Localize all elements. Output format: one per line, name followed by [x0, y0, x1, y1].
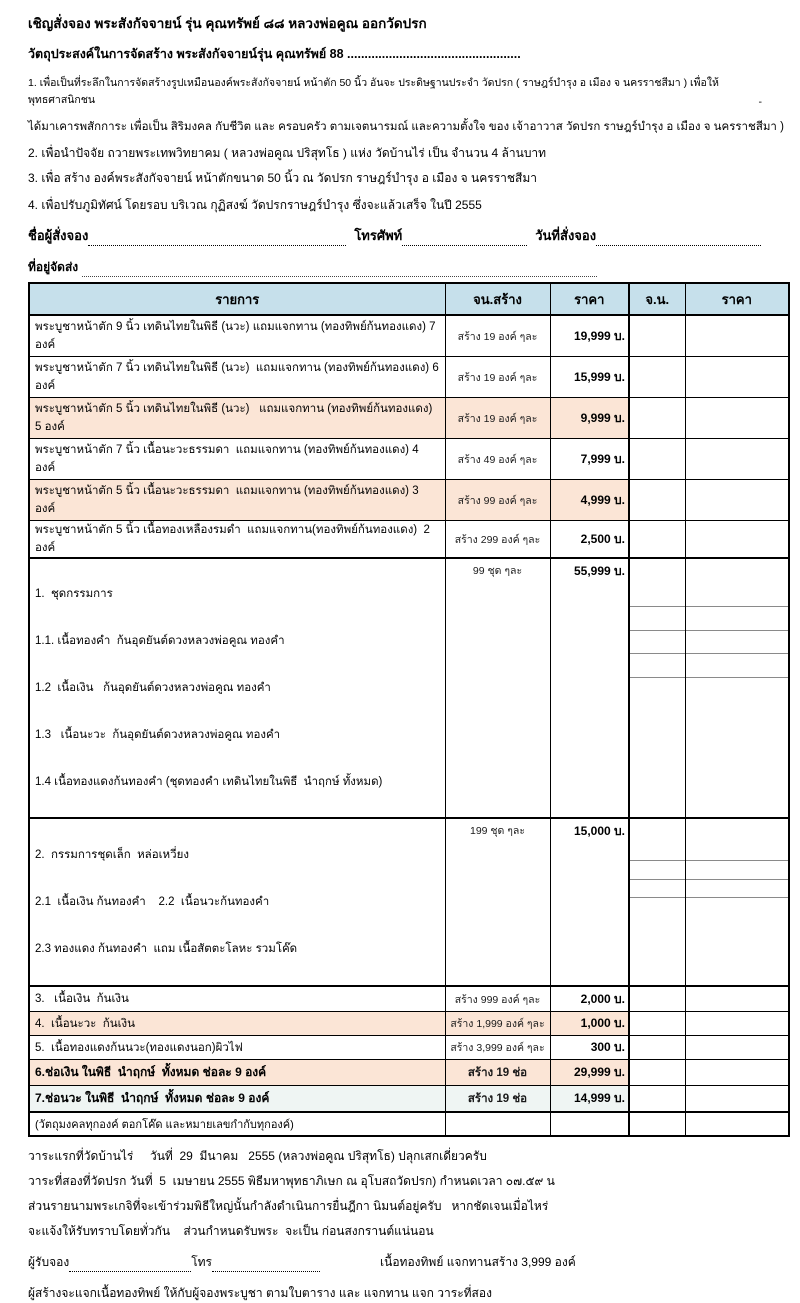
table-row: พระบูชาหน้าตัก 7 นิ้ว เทดินไทยในพิธี (นวะ) แถมแจกทาน (ทองทิพย์ก้นทองแดง) 6 องค์ สร้าง 19 องค์ ๆละ 15,999 บ.: [29, 357, 789, 398]
footer-note: ผู้สร้างจะแจกเนื้อทองทิพย์ ให้กับผู้จองพระบูชา ตามใบตาราง และ แจกทาน แจก วาระที่สอง: [28, 1285, 492, 1300]
shipping-address-line: [28, 258, 790, 277]
block-line: 2.3 ทองแดง ก้นทองคำ แถม เนื้อสัตตะโลหะ รวมโค๊ด: [35, 943, 298, 956]
table-row: พระบูชาหน้าตัก 5 นิ้ว เนื้อทองเหลืองรมดำ แถมแจกทาน(ทองทิพย์ก้นทองแดง) 2 องค์ สร้าง 299 องค์ ๆละ 2,500 บ.: [29, 521, 789, 559]
objective-3: 3. เพื่อ สร้าง องค์พระสังกัจจายน์ หน้าตักขนาด 50 นิ้ว ณ วัดปรก ราษฎร์บำรุง อ เมือง จ นครราชสีมา: [28, 171, 537, 185]
committee-set-block: 1. ชุดกรรมการ 1.1. เนื้อทองคำ ก้นอุดยันต์ดวงหลวงพ่อคูณ ทองคำ 1.2 เนื้อเงิน ก้นอุดยันต์ดวงหลวงพ่อคูณ ทองคำ 1.3 เนื้อนะวะ ก้นอุดยันต์ดวงหลวงพ่อคูณ ทองคำ 1.4 เนื้อทองแดงก้นทองคำ (ชุดทองคำ เทดินไทยในพิธี นำฤกษ์ ทั้งหมด) 99 ชุด ๆละ 55,999 บ.: [29, 558, 789, 818]
block-line: 1.1. เนื้อทองคำ ก้นอุดยันต์ดวงหลวงพ่อคูณ ทองคำ: [35, 635, 285, 648]
phone-label: โทรศัพท์: [354, 228, 403, 243]
amount-blank-cell: [629, 315, 685, 357]
order-table: [28, 282, 790, 1137]
table-row: 5. เนื้อทองแดงก้นนวะ(ทองแดงนอก)ผิวไฟ สร้าง 3,999 องค์ ๆละ 300 บ.: [29, 1036, 789, 1060]
price-blank-cell: [685, 315, 789, 357]
amount-subcells: [629, 818, 685, 986]
block-line: 1.2 เนื้อเงิน ก้นอุดยันต์ดวงหลวงพ่อคูณ ทองคำ: [35, 681, 271, 694]
price-subcells: [685, 558, 789, 818]
orderer-line: [28, 225, 790, 246]
block-line: 2. กรรมการชุดเล็ก หล่อเหวี่ยง: [35, 848, 189, 861]
col-header-item: รายการ: [29, 283, 445, 315]
note-line: ส่วนรายนามพระเกจิที่จะเข้าร่วมพิธีใหญ่นั้นกำลังดำเนินการยื่นฎีกา นิมนต์อยู่ครับ หากชัดเจนเมื่อไหร่: [28, 1198, 549, 1213]
objective-2: 2. เพื่อนำปัจจัย ถวายพระเทพวิทยาคม ( หลวงพ่อคูณ ปริสุทโธ ) แห่ง วัดบ้านไร่ เป็น จำนวน 4 ล้านบาท: [28, 146, 547, 160]
block-line: 1.3 เนื้อนะวะ ก้นอุดยันต์ดวงหลวงพ่อคูณ ทองคำ: [35, 728, 281, 741]
small-committee-block: 2. กรรมการชุดเล็ก หล่อเหวี่ยง 2.1 เนื้อเงิน ก้นทองคำ 2.2 เนื้อนวะก้นทองคำ 2.3 ทองแดง ก้นทองคำ แถม เนื้อสัตตะโลหะ รวมโค๊ด 199 ชุด ๆละ 15,000 บ.: [29, 818, 789, 986]
objective-1-line-2: ได้มาเคารพสักการะ เพื่อเป็น สิริมงคล กับชีวิต และ ครอบครัว ตามเจตนารมณ์ และความตั้งใจ ของ เจ้าอาวาส วัดปรก ราษฎร์บำรุง อ เมือง จ นครราชสีมา ): [28, 121, 784, 133]
col-header-amount: จ.น.: [629, 283, 685, 315]
table-row-highlighted: 6.ช่อเงิน ในพิธี นำฤกษ์ ทั้งหมด ช่อละ 9 องค์ สร้าง 19 ช่อ 29,999 บ.: [29, 1060, 789, 1086]
amount-subcells: [629, 558, 685, 818]
orderer-name-label: ชื่อผู้สั่งจอง: [28, 228, 89, 243]
notes-section: [28, 1147, 790, 1241]
table-row-highlighted: 4. เนื้อนะวะ ก้นเงิน สร้าง 1,999 องค์ ๆละ 1,000 บ.: [29, 1012, 789, 1036]
note-line: จะแจ้งให้รับทราบโดยทั่วกัน ส่วนกำหนดรับพระ จะเป็น ก่อนสงกรานต์แน่นอน: [28, 1223, 434, 1238]
shipping-address-blank: [82, 264, 597, 277]
receiver-line: [28, 1253, 790, 1272]
objective-1-line-1: 1. เพื่อเป็นที่ระลึกในการจัดสร้างรูปเหมือนองค์พระสังกัจจายน์ หน้าตัก 50 นิ้ว อันจะ ประดิษฐานประจำ วัดปรก ( ราษฎร์บำรุง อ เมือง จ นครราชสีมา ) เพื่อให้ พุทธศาสนิกชน -: [28, 74, 790, 108]
giveaway-note: เนื้อทองทิพย์ แจกทานสร้าง 3,999 องค์: [380, 1254, 576, 1269]
table-footer-row: (วัตถุมงคลทุกองค์ ตอกโค๊ด และหมายเลขกำกับทุกองค์): [29, 1112, 789, 1136]
table-row: พระบูชาหน้าตัก 7 นิ้ว เนื้อนะวะธรรมดา แถมแจกทาน (ทองทิพย์ก้นทองแดง) 4 องค์ สร้าง 49 องค์ ๆละ 7,999 บ.: [29, 439, 789, 480]
price-subcells: [685, 818, 789, 986]
col-header-price2: ราคา: [685, 283, 789, 315]
orderer-name-blank: [88, 233, 346, 246]
order-date-blank: [596, 233, 761, 246]
receiver-blank: [69, 1259, 191, 1272]
objective-4: 4. เพื่อปรับภูมิทัศน์ โดยรอบ บริเวณ กุฏิสงฆ์ วัดปรกราษฎร์บำรุง ซึ่งจะแล้วเสร็จ ในปี 2555: [28, 198, 482, 212]
block-line: 1.4 เนื้อทองแดงก้นทองคำ (ชุดทองคำ เทดินไทยในพิธี นำฤกษ์ ทั้งหมด): [35, 775, 383, 788]
block-line: 2.1 เนื้อเงิน ก้นทองคำ 2.2 เนื้อนวะก้นทองคำ: [35, 895, 270, 908]
stray-dash: -: [758, 96, 762, 108]
tel-blank: [212, 1259, 320, 1272]
order-date-label: วันที่สั่งจอง: [535, 228, 597, 243]
block-line: 1. ชุดกรรมการ: [35, 588, 113, 601]
note-line: วาระแรกที่วัดบ้านไร่ วันที่ 29 มีนาคม 2555 (หลวงพ่อคูณ ปริสุทโธ) ปลุกเสกเดี่ยวครับ: [28, 1148, 487, 1163]
page-title: เชิญสั่งจอง พระสังกัจจายน์ รุ่น คุณทรัพย์ ๘๘ หลวงพ่อคูณ ออกวัดปรก: [28, 16, 427, 31]
table-row-highlighted: พระบูชาหน้าตัก 5 นิ้ว เทดินไทยในพิธี (นวะ) แถมแจกทาน (ทองทิพย์ก้นทองแดง) 5 องค์ สร้าง 19 องค์ ๆละ 9,999 บ.: [29, 398, 789, 439]
table-row: 7.ช่อนวะ ในพิธี นำฤกษ์ ทั้งหมด ช่อละ 9 องค์ สร้าง 19 ช่อ 14,999 บ.: [29, 1086, 789, 1112]
table-row: พระบูชาหน้าตัก 9 นิ้ว เทดินไทยในพิธี (นวะ) แถมแจกทาน (ทองทิพย์ก้นทองแดง) 7 องค์ สร้าง 19 องค์ ๆละ 19,999 บ.: [29, 315, 789, 357]
tel-label: โทร: [191, 1254, 213, 1269]
note-line: วาระที่สองที่วัดปรก วันที่ 5 เมษายน 2555 พิธีมหาพุทธาภิเษก ณ อุโบสถวัดปรก) กำหนดเวลา ๐๗.๕๙ น: [28, 1173, 555, 1188]
col-header-price: ราคา: [550, 283, 629, 315]
table-header-row: [29, 283, 789, 315]
shipping-address-label: ที่อยู่จัดส่ง: [28, 260, 79, 274]
phone-blank: [402, 233, 527, 246]
table-row-highlighted: พระบูชาหน้าตัก 5 นิ้ว เนื้อนะวะธรรมดา แถมแจกทาน (ทองทิพย์ก้นทองแดง) 3 องค์ สร้าง 99 องค์ ๆละ 4,999 บ.: [29, 480, 789, 521]
col-header-qty-made: จน.สร้าง: [445, 283, 550, 315]
receiver-label: ผู้รับจอง: [28, 1254, 70, 1269]
purpose-line: วัตถุประสงค์ในการจัดสร้าง พระสังกัจจายน์รุ่น คุณทรัพย์ 88 ..................................................: [28, 47, 521, 61]
table-row: 3. เนื้อเงิน ก้นเงิน สร้าง 999 องค์ ๆละ 2,000 บ.: [29, 986, 789, 1012]
